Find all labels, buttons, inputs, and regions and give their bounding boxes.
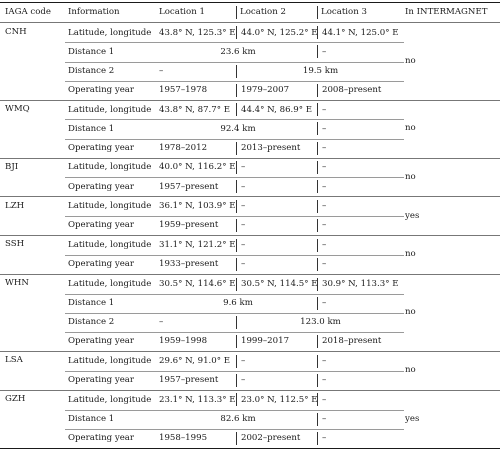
location-2-cell: 2002–present [241, 432, 301, 443]
location-2-cell: – [241, 162, 246, 173]
location-2-cell: 44.4° N, 86.9° E [241, 104, 313, 115]
group-separator [0, 196, 500, 197]
location-3-cell: 2008–present [322, 84, 382, 95]
info-label: Distance 2 [68, 317, 115, 327]
location-3-cell: – [322, 123, 327, 134]
col-separator [317, 45, 318, 58]
location-1-cell: 31.1° N, 121.2° E [159, 240, 236, 250]
info-label: Operating year [68, 374, 135, 385]
location-3-cell: – [322, 297, 327, 308]
col-separator [317, 84, 318, 97]
location-1-cell: 30.5° N, 114.6° E [159, 278, 236, 289]
col-separator [317, 239, 318, 252]
info-label: Distance 1 [68, 46, 115, 57]
location-3-cell: – [322, 413, 327, 424]
group-separator [0, 158, 500, 159]
info-label: Operating year [68, 432, 135, 443]
header-location-2: Location 2 [240, 7, 286, 17]
row-separator [65, 62, 404, 63]
info-label: Latitude, longitude [68, 162, 152, 173]
col-separator [317, 142, 318, 155]
location-1-cell: 1933–present [159, 259, 219, 270]
col-separator [317, 374, 318, 387]
location-3-cell: – [322, 181, 327, 192]
info-label: Distance 1 [68, 413, 115, 424]
location-3-cell: 2018–present [322, 336, 382, 347]
header-iaga-code: IAGA code [5, 7, 51, 17]
location-3-cell: – [322, 201, 327, 212]
iaga-code: WHN [5, 278, 29, 289]
iaga-code: LZH [5, 200, 25, 211]
location-3-cell: – [322, 374, 327, 385]
location-3-cell: – [322, 355, 327, 366]
location-3-cell: – [322, 259, 327, 270]
col-separator [236, 219, 237, 232]
location-2-cell: – [241, 201, 246, 212]
group-separator [0, 390, 500, 391]
location-3-cell: – [322, 162, 327, 173]
info-label: Operating year [68, 220, 135, 231]
col-separator [317, 122, 318, 135]
group-separator [0, 351, 500, 352]
distance-span-cell: 92.4 km [220, 123, 256, 134]
col-separator [317, 355, 318, 368]
location-2-cell: 30.5° N, 114.5° E [241, 278, 318, 289]
col-separator [236, 26, 237, 39]
col-separator [236, 374, 237, 387]
row-separator [65, 332, 404, 333]
info-label: Latitude, longitude [68, 278, 152, 289]
header-location-3: Location 3 [321, 7, 367, 17]
row-separator [65, 81, 404, 82]
info-label: Operating year [68, 336, 135, 347]
location-2-cell: – [241, 181, 246, 192]
location-2-cell: 1999–2017 [241, 336, 290, 347]
location-1-cell: 1957–1978 [159, 84, 208, 95]
col-separator [236, 355, 237, 368]
location-3-cell: – [322, 394, 327, 405]
location-1-cell: 1958–1995 [159, 432, 208, 443]
distance-span-cell: 19.5 km [302, 65, 339, 76]
col-separator [236, 278, 237, 291]
info-label: Latitude, longitude [68, 394, 152, 405]
col-separator [236, 142, 237, 155]
row-separator [65, 216, 404, 217]
col-separator [236, 65, 237, 78]
col-separator [236, 432, 237, 445]
distance-span-cell: 123.0 km [300, 317, 341, 327]
row-separator [65, 42, 404, 43]
info-label: Latitude, longitude [68, 27, 152, 38]
location-1-cell: 23.1° N, 113.3° E [159, 394, 236, 405]
col-separator [317, 297, 318, 310]
location-2-cell: – [241, 259, 246, 270]
col-separator [317, 6, 318, 19]
group-separator [0, 100, 500, 101]
info-label: Distance 2 [68, 65, 115, 76]
row-separator [65, 119, 404, 120]
col-separator [236, 180, 237, 193]
location-2-cell: – [241, 220, 246, 231]
location-1-cell: – [159, 317, 164, 327]
location-1-cell: 1959–present [159, 220, 219, 231]
col-separator [236, 200, 237, 213]
col-separator [317, 413, 318, 426]
info-label: Latitude, longitude [68, 104, 152, 115]
iaga-code: SSH [5, 239, 25, 250]
location-1-cell: 1957–present [159, 374, 219, 385]
col-separator [236, 239, 237, 252]
row-separator [65, 255, 404, 256]
col-separator [236, 258, 237, 271]
location-2-cell: 23.0° N, 112.5° E [241, 394, 318, 405]
col-separator [317, 278, 318, 291]
row-separator [65, 371, 404, 372]
row-separator [65, 410, 404, 411]
header-bottom-rule [0, 22, 500, 23]
header-information: Information [68, 7, 120, 17]
intermagnet-value: no [405, 249, 416, 260]
info-label: Latitude, longitude [68, 355, 152, 366]
location-3-cell: – [322, 142, 327, 153]
location-1-cell: 1957–present [159, 181, 219, 192]
col-separator [317, 26, 318, 39]
location-3-cell: 44.1° N, 125.0° E [322, 27, 399, 38]
distance-span-cell: 9.6 km [223, 297, 253, 308]
location-1-cell: – [159, 65, 164, 76]
header-in-intermagnet: In INTERMAGNET [405, 7, 488, 17]
info-label: Operating year [68, 84, 135, 95]
col-separator [317, 258, 318, 271]
location-2-cell: – [241, 374, 246, 385]
location-2-cell: – [241, 240, 246, 250]
location-1-cell: 43.8° N, 125.3° E [159, 27, 236, 38]
col-separator [317, 180, 318, 193]
info-label: Distance 1 [68, 123, 115, 134]
info-label: Operating year [68, 259, 135, 270]
location-2-cell: – [241, 355, 246, 366]
group-separator [0, 235, 500, 236]
col-separator [317, 393, 318, 406]
location-1-cell: 1959–1998 [159, 336, 208, 347]
col-separator [317, 161, 318, 174]
location-3-cell: – [322, 46, 327, 57]
row-separator [65, 177, 404, 178]
intermagnet-value: no [405, 307, 416, 318]
col-separator [236, 316, 237, 329]
intermagnet-value: yes [405, 210, 420, 221]
location-3-cell: – [322, 220, 327, 231]
info-label: Distance 1 [68, 297, 115, 308]
location-3-cell: – [322, 104, 327, 115]
location-1-cell: 43.8° N, 87.7° E [159, 104, 231, 115]
intermagnet-value: no [405, 123, 416, 134]
col-separator [236, 161, 237, 174]
col-separator [236, 393, 237, 406]
intermagnet-value: no [405, 365, 416, 376]
col-separator [236, 103, 237, 116]
distance-span-cell: 82.6 km [220, 413, 256, 424]
intermagnet-value: no [405, 56, 416, 66]
intermagnet-value: yes [405, 413, 420, 424]
col-separator [317, 432, 318, 445]
location-3-cell: 30.9° N, 113.3° E [322, 278, 399, 289]
col-separator [317, 335, 318, 348]
iaga-code: WMQ [5, 103, 30, 114]
info-label: Latitude, longitude [68, 240, 152, 250]
col-separator [236, 84, 237, 97]
row-separator [65, 139, 404, 140]
info-label: Operating year [68, 181, 135, 192]
location-1-cell: 1978–2012 [159, 142, 208, 153]
row-separator [65, 313, 404, 314]
location-3-cell: – [322, 240, 327, 250]
iaga-code: GZH [5, 393, 26, 404]
location-3-cell: – [322, 432, 327, 443]
distance-span-cell: 23.6 km [220, 46, 256, 57]
col-separator [317, 219, 318, 232]
header-location-1: Location 1 [159, 7, 205, 17]
location-1-cell: 40.0° N, 116.2° E [159, 162, 236, 173]
iaga-code: LSA [5, 355, 23, 366]
info-label: Operating year [68, 142, 135, 153]
iaga-code: CNH [5, 26, 27, 37]
col-separator [236, 6, 237, 19]
row-separator [65, 294, 404, 295]
col-separator [236, 335, 237, 348]
info-label: Latitude, longitude [68, 201, 152, 212]
group-separator [0, 274, 500, 275]
location-1-cell: 36.1° N, 103.9° E [159, 201, 236, 212]
row-separator [65, 429, 404, 430]
col-separator [317, 103, 318, 116]
iaga-code: BJI [5, 161, 19, 172]
location-2-cell: 2013–present [241, 142, 301, 153]
col-separator [317, 200, 318, 213]
location-2-cell: 1979–2007 [241, 84, 290, 95]
location-2-cell: 44.0° N, 125.2° E [241, 27, 318, 38]
location-1-cell: 29.6° N, 91.0° E [159, 355, 231, 366]
table-top-rule [0, 2, 500, 3]
intermagnet-value: no [405, 171, 416, 182]
